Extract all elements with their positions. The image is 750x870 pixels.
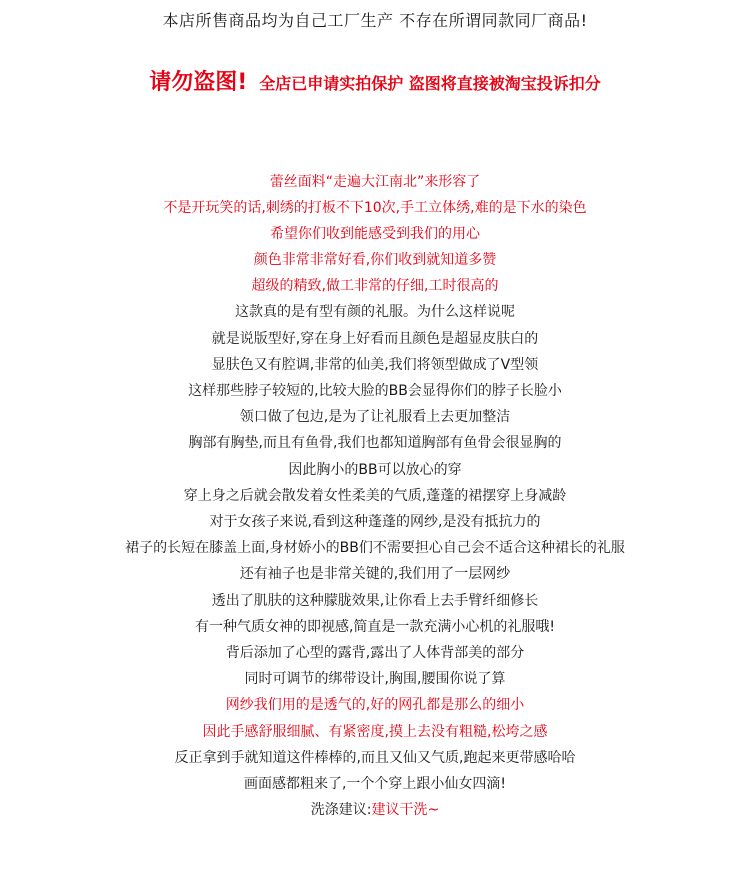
store-notice: 本店所售商品均为自己工厂生产 不存在所谓同款同厂商品! bbox=[162, 11, 588, 30]
desc-line: 对于女孩子来说,看到这种蓬蓬的网纱,是没有抵抗力的 bbox=[209, 514, 541, 530]
desc-line: 还有袖子也是非常关键的,我们用了一层网纱 bbox=[239, 566, 511, 582]
desc-line: 裙子的长短在膝盖上面,身材娇小的BB们不需要担心自己会不适合这种裙长的礼服 bbox=[125, 540, 625, 556]
desc-line: 因此手感舒服细腻、有紧密度,摸上去没有粗糙,松垮之感 bbox=[202, 724, 548, 740]
desc-line: 因此胸小的BB可以放心的穿 bbox=[288, 462, 462, 478]
desc-line: 显肤色又有腔调,非常的仙美,我们将领型做成了V型领 bbox=[211, 357, 539, 373]
wash-value: 建议干洗~ bbox=[371, 802, 440, 818]
anti-theft-warning bbox=[0, 66, 750, 101]
desc-line: 背后添加了心型的露背,露出了人体背部美的部分 bbox=[225, 645, 525, 661]
desc-line: 透出了肌肤的这种朦胧效果,让你看上去手臂纤细修长 bbox=[211, 593, 539, 609]
desc-line: 画面感都粗来了,一个个穿上跟小仙女四滴! bbox=[243, 776, 507, 792]
desc-line: 希望你们收到能感受到我们的用心 bbox=[270, 226, 480, 242]
wash-advice bbox=[0, 799, 750, 821]
desc-line: 这样那些脖子较短的,比较大脸的BB会显得你们的脖子长脸小 bbox=[188, 383, 562, 399]
warning-text: 全店已申请实拍保护 盗图将直接被淘宝投诉扣分 bbox=[259, 74, 601, 93]
desc-line: 胸部有胸垫,而且有鱼骨,我们也都知道胸部有鱼骨会很显胸的 bbox=[188, 435, 562, 451]
desc-line: 反正拿到手就知道这件棒棒的,而且又仙又气质,跑起来更带感哈哈 bbox=[174, 750, 576, 766]
desc-line: 同时可调节的绑带设计,胸围,腰围你说了算 bbox=[244, 671, 506, 687]
desc-line: 蕾丝面料“走遍大江南北”来形容了 bbox=[269, 174, 481, 190]
warning-title: 请勿盗图! bbox=[149, 70, 248, 95]
desc-line: 这款真的是有型有颜的礼服。为什么这样说呢 bbox=[235, 304, 515, 320]
desc-line: 有一种气质女神的即视感,简直是一款充满小心机的礼服哦! bbox=[194, 619, 556, 635]
desc-line: 颜色非常非常好看,你们收到就知道多赞 bbox=[253, 252, 497, 268]
desc-line: 不是开玩笑的话,刺绣的打板不下10次,手工立体绣,难的是下水的染色 bbox=[163, 200, 587, 216]
desc-line: 就是说版型好,穿在身上好看而且颜色是超显皮肤白的 bbox=[211, 331, 539, 347]
desc-line: 领口做了包边,是为了让礼服看上去更加整洁 bbox=[239, 409, 511, 425]
desc-line: 超级的精致,做工非常的仔细,工时很高的 bbox=[251, 278, 499, 294]
desc-line: 穿上身之后就会散发着女性柔美的气质,蓬蓬的裙摆穿上身减龄 bbox=[183, 488, 567, 504]
desc-line: 网纱我们用的是透气的,好的网孔都是那么的细小 bbox=[225, 697, 525, 713]
wash-label: 洗涤建议: bbox=[310, 802, 372, 818]
